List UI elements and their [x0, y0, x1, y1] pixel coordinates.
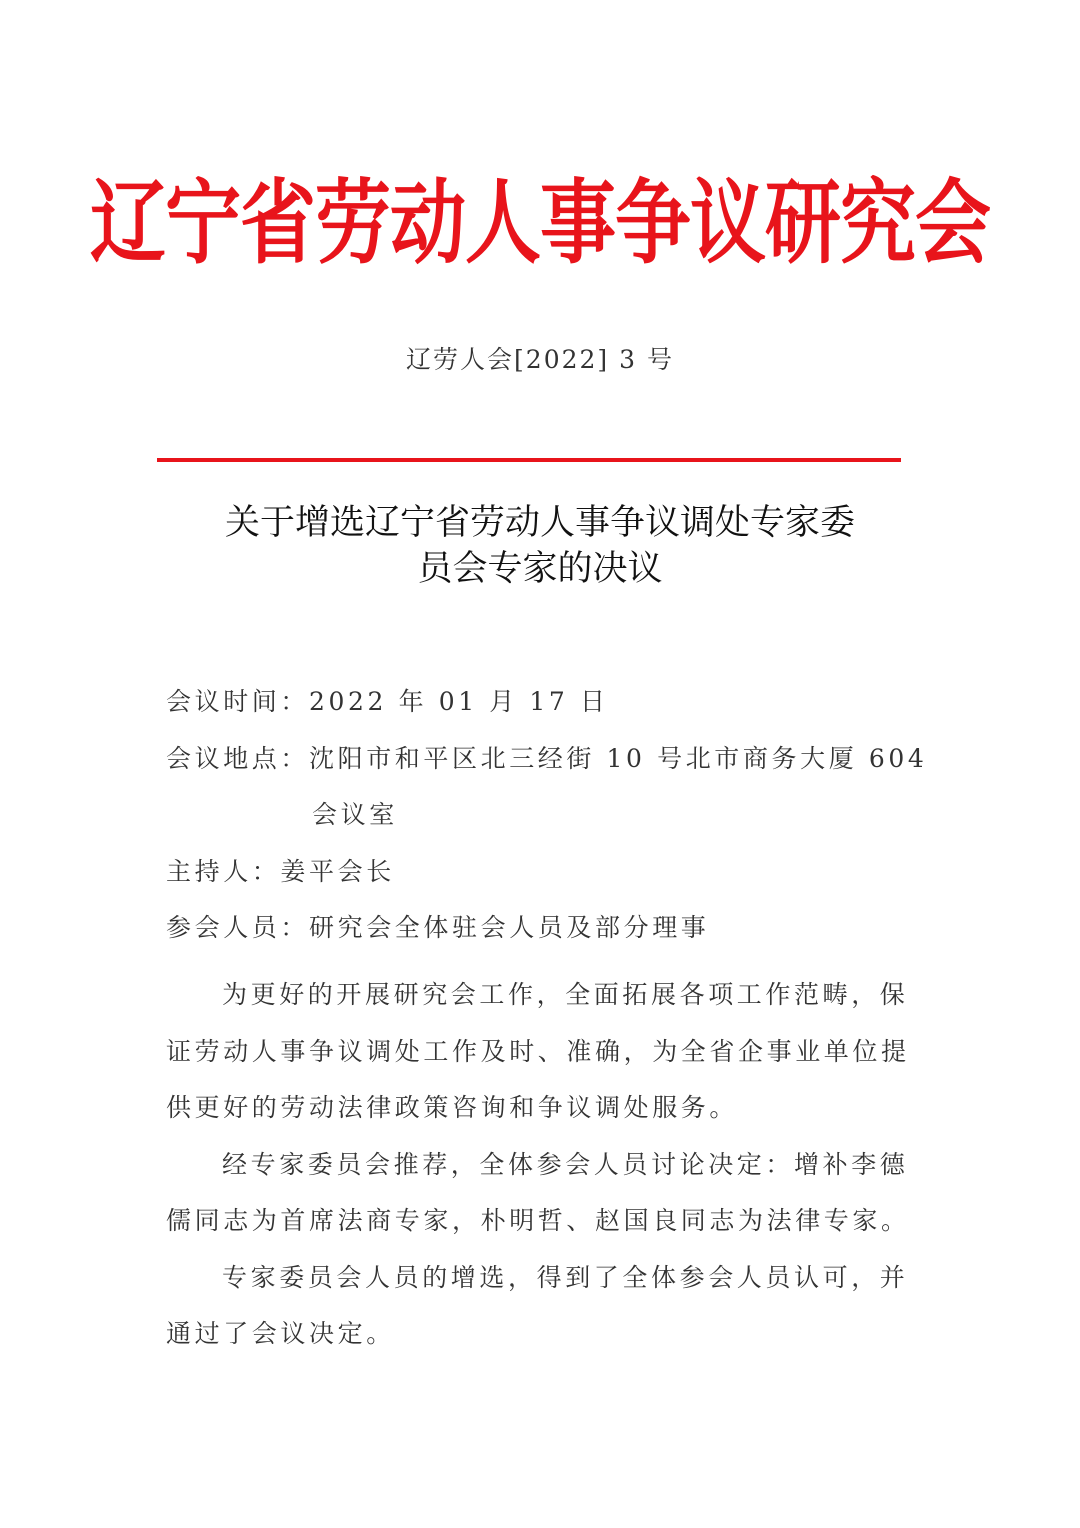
paragraph-2-line: 儒同志为首席法商专家，朴明哲、赵国良同志为法律专家。: [166, 1206, 910, 1235]
meeting-attendees: 参会人员：研究会全体驻会人员及部分理事: [166, 913, 710, 942]
meeting-place-continued: 会议室: [312, 800, 398, 829]
organization-header: 辽宁省劳动人事争议研究会: [90, 169, 990, 276]
paragraph-2-line: 经专家委员会推荐，全体参会人员讨论决定：增补李德: [222, 1150, 909, 1179]
meeting-place: 会议地点：沈阳市和平区北三经街 10 号北市商务大厦 604: [166, 744, 928, 773]
paragraph-1-line: 供更好的劳动法律政策咨询和争议调处服务。: [166, 1093, 739, 1122]
meeting-host: 主持人：姜平会长: [166, 857, 395, 886]
paragraph-3-line: 通过了会议决定。: [166, 1319, 395, 1348]
document-title: [150, 500, 930, 592]
title-line-2: 员会专家的决议: [417, 549, 663, 589]
paragraph-1-line: 为更好的开展研究会工作，全面拓展各项工作范畴，保: [222, 980, 909, 1009]
document-number: 辽劳人会[2022] 3 号: [406, 345, 674, 374]
paragraph-3-line: 专家委员会人员的增选，得到了全体参会人员认可，并: [222, 1263, 909, 1292]
meeting-time: 会议时间：2022 年 01 月 17 日: [166, 687, 609, 716]
red-divider: [157, 458, 901, 462]
paragraph-1-line: 证劳动人事争议调处工作及时、准确，为全省企事业单位提: [166, 1037, 910, 1066]
title-line-1: 关于增选辽宁省劳动人事争议调处专家委: [224, 503, 855, 543]
